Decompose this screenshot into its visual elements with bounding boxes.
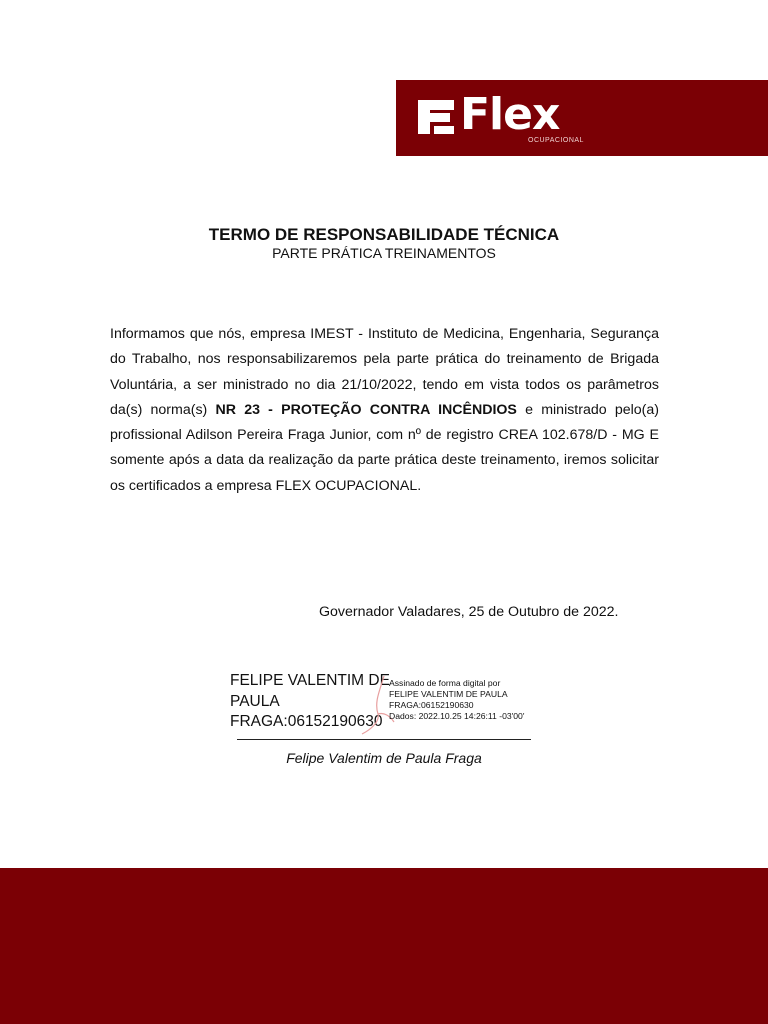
signer-name: Felipe Valentim de Paula Fraga (286, 750, 482, 766)
header-band (396, 80, 768, 156)
document-subtitle: PARTE PRÁTICA TREINAMENTOS (272, 245, 496, 261)
signature-name-line3: FRAGA:06152190630 (230, 713, 383, 730)
signature-line (237, 739, 531, 740)
signature-detail-line2: FELIPE VALENTIM DE PAULA (389, 689, 508, 699)
logo-tagline: OCUPACIONAL (528, 137, 584, 144)
flex-logo-icon (416, 98, 456, 136)
signature-name-line2: PAULA (230, 692, 280, 710)
digital-signature-details (389, 678, 524, 722)
signature-detail-line3: FRAGA:06152190630 (389, 700, 474, 710)
signature-detail-line1: Assinado de forma digital por (389, 678, 501, 688)
document-body (110, 322, 659, 499)
body-text-part1: Informamos que nós, empresa IMEST - Instituto de Medicina, Engenharia, Segurança do Trabalho, nos responsabilizaremos pela parte prática do treinamento de Brigada Voluntária, a ser ministrado no dia 21/10/2022, tendo em vista todos os parâmetros da(s) norma(s) (110, 326, 659, 418)
place-date: Governador Valadares, 25 de Outubro de 2022. (319, 604, 619, 620)
flex-logo (416, 89, 586, 144)
signature-detail-line4: Dados: 2022.10.25 14:26:11 -03'00' (389, 711, 525, 721)
norm-name: NR 23 - PROTEÇÃO CONTRA INCÊNDIOS (215, 401, 517, 418)
document-title: TERMO DE RESPONSABILIDADE TÉCNICA (208, 225, 560, 244)
body-text-part2: e ministrado pelo(a) profissional Adilson Pereira Fraga Junior, com nº de registro CREA 102.678/D - MG E somente após a data da realização da parte prática deste treinamento, iremos solicitar os certificados a empresa FLEX OCUPACIONAL. (110, 401, 660, 494)
logo-name: Flex (460, 89, 560, 140)
signature-name-line1: FELIPE VALENTIM DE (230, 672, 390, 689)
footer-band (0, 868, 768, 1024)
